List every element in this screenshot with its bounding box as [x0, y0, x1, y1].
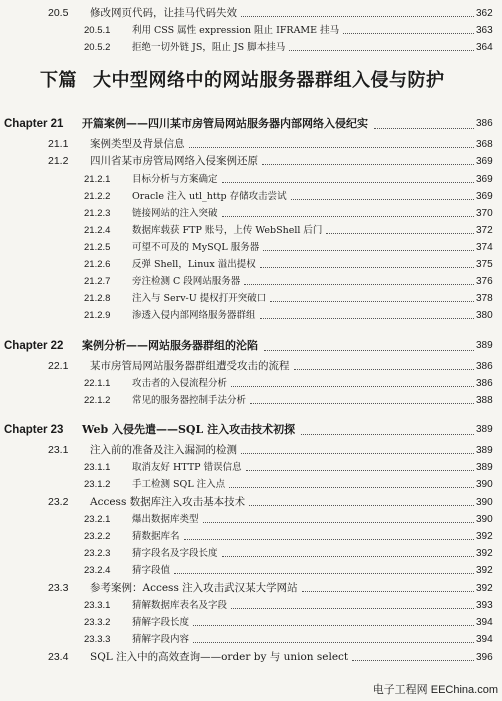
toc-entry-sub	[0, 529, 496, 544]
dot-leader	[231, 608, 474, 609]
part-label: 下篇	[40, 70, 77, 91]
dot-leader	[231, 386, 474, 387]
toc-entry-title: 注入与 Serv-U 提权打开突破口	[132, 293, 267, 304]
dot-leader	[270, 301, 474, 302]
toc-entry-title: 可望不可及的 MySQL 服务器	[132, 242, 260, 253]
toc-entry-page: 376	[476, 276, 493, 287]
toc-entry-page: 386	[476, 361, 493, 372]
toc-entry-sub	[0, 206, 496, 221]
toc-entry-sub	[0, 274, 496, 289]
toc-entry-sub	[0, 460, 496, 475]
toc-entry-number: 21.2.6	[84, 259, 111, 270]
toc-entry-number: 21.2	[48, 155, 69, 167]
toc-entry-sub	[0, 223, 496, 238]
toc-entry-page: 392	[476, 565, 493, 576]
toc-entry-title: 案例分析——网站服务器群组的沦陷	[82, 339, 258, 352]
toc-entry-chap	[0, 421, 496, 439]
toc-entry-number: 23.1.1	[84, 462, 111, 473]
toc-entry-title: 手工检测 SQL 注入点	[132, 479, 226, 490]
toc-entry-sec	[0, 6, 496, 21]
toc-entry-number: 21.2.8	[84, 293, 111, 304]
dot-leader	[193, 642, 474, 643]
toc-entry-number: 23.2	[48, 496, 69, 508]
toc-entry-number: 23.3.1	[84, 600, 111, 611]
toc-entry-page: 386	[476, 378, 493, 389]
dot-leader	[352, 660, 474, 661]
toc-entry-sub	[0, 376, 496, 391]
toc-entry-page: 368	[476, 139, 493, 150]
toc-entry-title: 某市房管局网站服务器群组遭受攻击的流程	[90, 360, 290, 372]
toc-entry-page: 390	[476, 479, 493, 490]
toc-entry-number: 20.5.2	[84, 42, 111, 53]
toc-entry-sub	[0, 291, 496, 306]
toc-entry-sub	[0, 23, 496, 38]
toc-entry-number: Chapter 21	[4, 118, 64, 130]
toc-entry-sec	[0, 154, 496, 169]
toc-entry-page: 396	[476, 652, 493, 663]
toc-entry-page: 394	[476, 634, 493, 645]
toc-entry-title: 猜数据库名	[132, 531, 180, 542]
toc-entry-number: 23.2.4	[84, 565, 111, 576]
toc-entry-sub	[0, 477, 496, 492]
toc-entry-page: 364	[476, 42, 493, 53]
dot-leader	[246, 470, 474, 471]
toc-entry-chap	[0, 115, 496, 133]
dot-leader	[184, 539, 474, 540]
dot-leader	[222, 182, 474, 183]
toc-entry-sec	[0, 443, 496, 458]
toc-entry-number: 21.2.5	[84, 242, 111, 253]
toc-entry-page: 370	[476, 208, 493, 219]
toc-entry-page: 380	[476, 310, 493, 321]
toc-entry-sec	[0, 581, 496, 596]
toc-entry-number: 21.2.7	[84, 276, 111, 287]
toc-entry-number: 23.4	[48, 651, 69, 663]
toc-entry-page: 392	[476, 531, 493, 542]
toc-entry-sub	[0, 632, 496, 647]
toc-entry-sub	[0, 240, 496, 255]
toc-entry-page: 389	[476, 445, 493, 456]
dot-leader	[241, 453, 474, 454]
toc-entry-sub	[0, 40, 496, 55]
toc-entry-number: 23.1	[48, 444, 69, 456]
dot-leader	[289, 50, 474, 51]
toc-entry-sub	[0, 563, 496, 578]
toc-entry-title: 渗透入侵内部网络服务器群组	[132, 310, 256, 321]
dot-leader	[374, 128, 474, 129]
toc-entry-title: 爆出数据库类型	[132, 514, 199, 525]
dot-leader	[291, 199, 474, 200]
toc-entry-title: Oracle 注入 utl_http 存储攻击尝试	[132, 191, 287, 202]
toc-entry-title: 利用 CSS 属性 expression 阻止 IFRAME 挂马	[132, 25, 340, 36]
dot-leader	[302, 591, 474, 592]
toc-entry-number: 21.1	[48, 138, 69, 150]
toc-entry-number: 21.2.9	[84, 310, 111, 321]
dot-leader	[260, 267, 474, 268]
toc-entry-title: 猜解数据库表名及字段	[132, 600, 228, 611]
toc-entry-page: 388	[476, 395, 493, 406]
dot-leader	[222, 216, 474, 217]
toc-entry-number: 23.3	[48, 582, 69, 594]
toc-entry-page: 369	[476, 174, 493, 185]
toc-entry-title: 取消友好 HTTP 错误信息	[132, 462, 242, 473]
toc-entry-number: 22.1.2	[84, 395, 111, 406]
toc-entry-number: 22.1	[48, 360, 69, 372]
toc-entry-title: 参考案例：Access 注入攻击武汉某大学网站	[90, 582, 298, 594]
dot-leader	[193, 625, 474, 626]
toc-entry-sub	[0, 172, 496, 187]
toc-entry-title: 目标分析与方案确定	[132, 174, 218, 185]
toc-entry-title: 反弹 Shell，Linux 溢出提权	[132, 259, 256, 270]
toc-entry-page: 374	[476, 242, 493, 253]
dot-leader	[260, 318, 474, 319]
toc-entry-number: 23.3.2	[84, 617, 111, 628]
toc-entry-sub	[0, 546, 496, 561]
toc-entry-number: Chapter 22	[4, 340, 64, 352]
part-title	[40, 68, 445, 94]
dot-leader	[250, 403, 474, 404]
toc-entry-page: 393	[476, 600, 493, 611]
dot-leader	[264, 350, 474, 351]
toc-entry-title: SQL 注入中的高效查询——order by 与 union select	[90, 651, 349, 663]
toc-entry-title: 修改网页代码，让挂马代码失效	[90, 7, 237, 19]
toc-entry-sec	[0, 359, 496, 374]
dot-leader	[203, 522, 474, 523]
toc-entry-page: 392	[476, 583, 493, 594]
toc-entry-page: 375	[476, 259, 493, 270]
toc-entry-title: 链接网站的注入突破	[132, 208, 218, 219]
toc-entry-title: 开篇案例——四川某市房管局网站服务器内部网络入侵纪实	[82, 117, 368, 130]
toc-entry-number: 21.2.1	[84, 174, 111, 185]
toc-entry-title: 猜字段值	[132, 565, 171, 576]
toc-entry-sub	[0, 512, 496, 527]
toc-entry-sub	[0, 257, 496, 272]
toc-entry-title: 猜解字段内容	[132, 634, 190, 645]
toc-entry-sec	[0, 495, 496, 510]
dot-leader	[263, 250, 474, 251]
toc-entry-number: 23.1.2	[84, 479, 111, 490]
toc-entry-title: 案例类型及背景信息	[90, 138, 185, 150]
toc-entry-page: 389	[476, 424, 493, 435]
toc-entry-chap	[0, 337, 496, 355]
toc-entry-page: 369	[476, 191, 493, 202]
toc-entry-page: 390	[476, 497, 493, 508]
dot-leader	[262, 164, 474, 165]
dot-leader	[326, 233, 474, 234]
dot-leader	[241, 16, 474, 17]
toc-entry-number: 23.2.2	[84, 531, 111, 542]
dot-leader	[174, 573, 474, 574]
toc-entry-number: 21.2.2	[84, 191, 111, 202]
dot-leader	[343, 33, 474, 34]
toc-entry-number: Chapter 23	[4, 424, 64, 436]
toc-entry-title: 猜字段名及字段长度	[132, 548, 218, 559]
toc-entry-page: 369	[476, 156, 493, 167]
toc-entry-title: 数据库载获 FTP 账号，上传 WebShell 后门	[132, 225, 323, 236]
toc-entry-page: 386	[476, 118, 493, 129]
toc-entry-page: 372	[476, 225, 493, 236]
dot-leader	[189, 147, 475, 148]
toc-entry-title: Web 入侵先遣——SQL 注入攻击技术初探	[82, 423, 296, 436]
toc-entry-page: 389	[476, 340, 493, 351]
toc-entry-number: 23.2.3	[84, 548, 111, 559]
toc-entry-number: 20.5	[48, 7, 69, 19]
toc-entry-sec	[0, 137, 496, 152]
toc-entry-title: 拒绝一切外链 JS，阻止 JS 脚本挂马	[132, 42, 286, 53]
dot-leader	[249, 505, 474, 506]
toc-entry-sub	[0, 615, 496, 630]
toc-entry-number: 21.2.4	[84, 225, 111, 236]
watermark: 电子工程网 EEChina.com	[372, 684, 498, 696]
dot-leader	[294, 369, 475, 370]
toc-entry-page: 389	[476, 462, 493, 473]
dot-leader	[229, 487, 474, 488]
dot-leader	[301, 434, 474, 435]
toc-entry-number: 20.5.1	[84, 25, 111, 36]
toc-entry-number: 23.3.3	[84, 634, 111, 645]
toc-entry-sub	[0, 598, 496, 613]
part-heading: 大中型网络中的网站服务器群组入侵与防护	[93, 70, 445, 91]
toc-entry-page: 362	[476, 8, 493, 19]
toc-entry-page: 378	[476, 293, 493, 304]
toc-entry-page: 390	[476, 514, 493, 525]
toc-entry-title: 旁注检测 C 段网站服务器	[132, 276, 241, 287]
toc-entry-number: 23.2.1	[84, 514, 111, 525]
toc-entry-page: 392	[476, 548, 493, 559]
toc-entry-sub	[0, 308, 496, 323]
toc-entry-title: 四川省某市房管局网络入侵案例还原	[90, 155, 258, 167]
toc-entry-title: 猜解字段长度	[132, 617, 190, 628]
dot-leader	[244, 284, 474, 285]
toc-entry-page: 363	[476, 25, 493, 36]
toc-entry-title: 注入前的准备及注入漏洞的检测	[90, 444, 237, 456]
toc-entry-title: 攻击者的入侵流程分析	[132, 378, 228, 389]
toc-entry-title: 常见的服务器控制手法分析	[132, 395, 247, 406]
toc-entry-number: 21.2.3	[84, 208, 111, 219]
toc-entry-page: 394	[476, 617, 493, 628]
toc-entry-sub	[0, 393, 496, 408]
toc-entry-number: 22.1.1	[84, 378, 111, 389]
toc-entry-title: Access 数据库注入攻击基本技术	[90, 496, 246, 508]
toc-entry-sec	[0, 650, 496, 665]
toc-entry-sub	[0, 189, 496, 204]
dot-leader	[222, 556, 474, 557]
